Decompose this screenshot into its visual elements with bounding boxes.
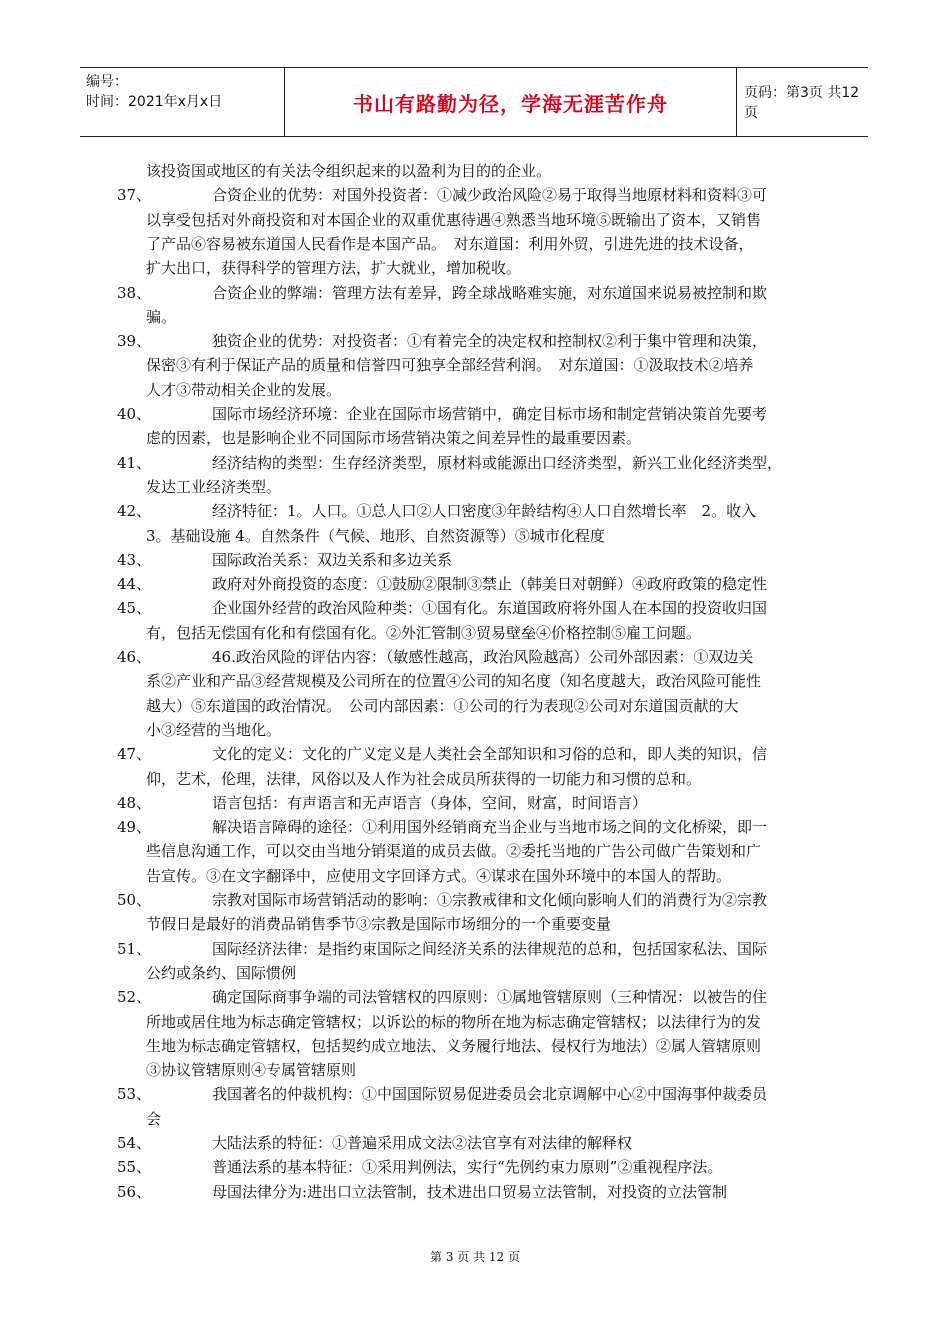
line-text: 骗。 <box>146 307 177 326</box>
line-text: 国际市场经济环境：企业在国际市场营销中，确定目标市场和制定营销决策首先要考 <box>212 405 768 423</box>
item-number: 55、 <box>117 1158 152 1177</box>
line-text: 大陆法系的特征：①普遍采用成文法②法官享有对法律的解释权 <box>212 1134 633 1152</box>
line-text: 些信息沟通工作，可以交由当地分销渠道的成员去做。②委托当地的广告公司做广告策划和广 <box>146 842 762 861</box>
item-number: 43、 <box>117 550 152 569</box>
line-text: 人才③带动相关企业的发展。 <box>146 380 342 399</box>
line-text: 保密③有利于保证产品的质量和信誉四可独享全部经营利润。 对东道国：①汲取技术②培养 <box>146 356 754 375</box>
header-motto: 书山有路勤为径，学海无涯苦作舟 <box>285 68 737 136</box>
line-text: 小③经营的当地化。 <box>146 720 282 739</box>
header-page-info: 页码：第3页 共12页 <box>744 85 860 121</box>
line-text: 46.政治风险的评估内容：（敏感性越高，政治风险越高）公司外部因素：①双边关 <box>212 648 754 666</box>
page-footer: 第 3 页 共 12 页 <box>430 1250 520 1264</box>
line-text: 节假日是最好的消费品销售季节③宗教是国际市场细分的一个重要变量 <box>146 915 612 934</box>
line-text: 告宣传。③在文字翻译中，应使用文字回译方式。④谋求在国外环境中的本国人的帮助。 <box>146 866 732 885</box>
line-text: 政府对外商投资的态度：①鼓励②限制③禁止（韩美日对朝鲜）④政府政策的稳定性 <box>212 575 768 594</box>
line-text: 合资企业的弊端：管理方法有差异，跨全球战略难实施，对东道国来说易被控制和欺 <box>212 283 768 302</box>
line-text: 生地为标志确定管辖权，包括契约成立地法、义务履行地法、侵权行为地法）②属人管辖原则 <box>146 1036 762 1055</box>
line-text: ③协议管辖原则④专属管辖原则 <box>146 1061 357 1080</box>
line-text: 文化的定义：文化的广义定义是人类社会全部知识和习俗的总和，即人类的知识，信 <box>212 745 768 764</box>
line-text: 扩大出口，获得科学的管理方法，扩大就业，增加税收。 <box>146 259 522 278</box>
line-text: 经济特征：1。人口。①总人口②人口密度③年龄结构④人口自然增长率 2。收入 <box>212 502 757 521</box>
item-number: 49、 <box>117 818 152 837</box>
line-text: 系②产业和产品③经营规模及公司所在的位置④公司的知名度（知名度越大，政治风险可能性 <box>146 672 762 691</box>
header-meta <box>80 68 285 136</box>
line-text: 解决语言障碍的途径：①利用国外经销商充当企业与当地市场之间的文化桥梁，即一 <box>212 818 768 837</box>
line-text: 发达工业经济类型。 <box>146 477 282 496</box>
line-text: 母国法律分为:进出口立法管制，技术进出口贸易立法管制，对投资的立法管制 <box>212 1182 728 1201</box>
item-number: 41、 <box>117 453 152 472</box>
item-number: 44、 <box>117 575 152 594</box>
line-text: 确定国际商事争端的司法管辖权的四原则：①属地管辖原则（三种情况：以被告的住 <box>212 988 768 1007</box>
line-text: 独资企业的优势：对投资者：①有着完全的决定权和控制权②利于集中管理和决策， <box>212 332 768 351</box>
line-text: 普通法系的基本特征：①采用判例法，实行“先例约束力原则”②重视程序法。 <box>212 1158 723 1177</box>
item-number: 48、 <box>117 793 152 812</box>
line-text: 合资企业的优势：对国外投资者：①减少政治风险②易于取得当地原材料和资料③可 <box>212 186 768 205</box>
line-text: 越大）⑤东道国的政治情况。 公司内部因素：①公司的行为表现②公司对东道国贡献的大 <box>146 696 739 715</box>
item-number: 53、 <box>117 1085 152 1104</box>
line-text: 了产品⑥容易被东道国人民看作是本国产品。 对东道国：利用外贸，引进先进的技术设备， <box>146 234 754 253</box>
item-number: 37、 <box>117 186 152 205</box>
item-number: 42、 <box>117 502 152 521</box>
line-text: 该投资国或地区的有关法令组织起来的以盈利为目的的企业。 <box>146 162 552 180</box>
line-text: 经济结构的类型：生存经济类型，原材料或能源出口经济类型，新兴工业化经济类型， <box>212 453 783 472</box>
item-number: 40、 <box>117 405 152 423</box>
line-text: 会 <box>146 1109 162 1128</box>
line-text: 企业国外经营的政治风险种类：①国有化。东道国政府将外国人在本国的投资收归国 <box>212 599 768 618</box>
line-text: 以享受包括对外商投资和对本国企业的双重优惠待遇④熟悉当地环境⑤既输出了资本，又销售 <box>146 210 762 229</box>
item-number: 45、 <box>117 599 152 618</box>
line-text: 我国著名的仲裁机构：①中国国际贸易促进委员会北京调解中心②中国海事仲裁委员 <box>212 1085 768 1104</box>
item-number: 52、 <box>117 988 152 1007</box>
line-text: 所地或居住地为标志确定管辖权；以诉讼的标的物所在地为标志确定管辖权；以法律行为的发 <box>146 1012 762 1031</box>
line-text: 有，包括无偿国有化和有偿国有化。②外汇管制③贸易壁垒④价格控制⑤雇工问题。 <box>146 623 702 642</box>
line-text: 虑的因素，也是影响企业不同国际市场营销决策之间差异性的最重要因素。 <box>146 429 642 448</box>
item-number: 56、 <box>117 1182 152 1201</box>
item-number: 46、 <box>117 648 152 666</box>
item-number: 51、 <box>117 939 152 958</box>
page-header <box>80 67 868 137</box>
line-text: 仰，艺术，伦理，法律，风俗以及人作为社会成员所获得的一切能力和习惯的总和。 <box>146 769 702 788</box>
line-text: 3。基础设施 4。自然条件（气候、地形、自然资源等）⑤城市化程度 <box>146 526 605 545</box>
line-text: 公约或条约、国际惯例 <box>146 963 297 982</box>
time-label: 时间：2021年x月x日 <box>86 94 223 110</box>
item-number: 47、 <box>117 745 152 764</box>
line-text: 国际政治关系：双边关系和多边关系 <box>212 550 453 569</box>
code-label: 编号： <box>86 74 128 90</box>
item-number: 54、 <box>117 1134 152 1152</box>
item-number: 38、 <box>117 283 152 302</box>
line-text: 国际经济法律：是指约束国际之间经济关系的法律规范的总和，包括国家私法、国际 <box>212 939 768 958</box>
line-text: 宗教对国际市场营销活动的影响：①宗教戒律和文化倾向影响人们的消费行为②宗教 <box>212 891 768 909</box>
item-number: 39、 <box>117 332 152 351</box>
item-number: 50、 <box>117 891 152 909</box>
line-text: 语言包括：有声语言和无声语言（身体，空间，财富，时间语言） <box>212 793 648 812</box>
